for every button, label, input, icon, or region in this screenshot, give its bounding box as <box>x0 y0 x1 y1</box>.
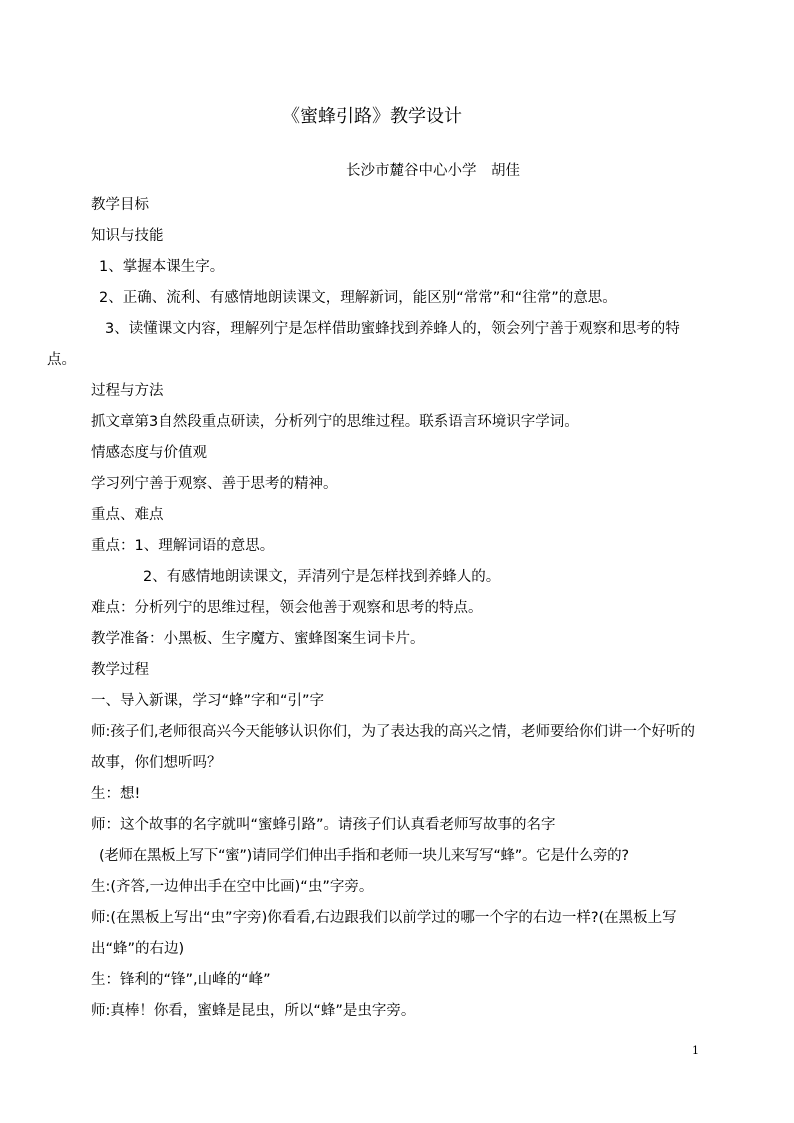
subheading-knowledge-skills: 知识与技能 <box>91 228 164 244</box>
page-number: 1 <box>692 1044 699 1057</box>
process-method-text: 抓文章第3自然段重点研读，分析列宁的思维过程。联系语言环境识字学词。 <box>91 414 579 430</box>
dialogue-teacher-1: 师:孩子们,老师很高兴今天能够认识你们，为了表达我的高兴之情，老师要给你们讲一个好听的故事，你们想听吗？ <box>91 724 695 771</box>
section-1-heading: 一、导入新课，学习“蜂”字和“引”字 <box>91 693 325 709</box>
heading-key-points: 重点、难点 <box>91 507 164 523</box>
heading-teaching-process: 教学过程 <box>91 662 149 678</box>
dialogue-teacher-3: (老师在黑板上写下“蜜”)请同学们伸出手指和老师一块儿来写写“蜂”。它是什么旁的? <box>99 848 629 864</box>
goal-item-1: 1、掌握本课生字。 <box>99 259 225 275</box>
key-point-1: 重点：1、理解词语的意思。 <box>91 538 275 554</box>
key-point-2: 2、有感情地朗读课文，弄清列宁是怎样找到养蜂人的。 <box>143 569 501 585</box>
goal-item-2: 2、正确、流利、有感情地朗读课文，理解新词，能区别“常常”和“往常”的意思。 <box>99 290 617 306</box>
document-body <box>47 190 707 1027</box>
dialogue-teacher-2: 师：这个故事的名字就叫“蜜蜂引路”。请孩子们认真看老师写故事的名字 <box>91 817 556 833</box>
dialogue-student-1: 生：想! <box>91 786 141 802</box>
dialogue-teacher-4: 师:(在黑板上写出“虫”字旁)你看看,右边跟我们以前学过的哪一个字的右边一样?(在黑板上写出“蜂”的右边) <box>91 910 677 957</box>
dialogue-student-3: 生：锋利的“锋”,山峰的“峰” <box>91 972 271 988</box>
goal-item-3: 3、读懂课文内容，理解列宁是怎样借助蜜蜂找到养蜂人的，领会列宁善于观察和思考的特点。 <box>47 321 680 368</box>
dialogue-student-2: 生:(齐答,一边伸出手在空中比画)“虫”字旁。 <box>91 879 374 895</box>
dialogue-teacher-5: 师:真棒！你看，蜜蜂是昆虫，所以“蜂”是虫字旁。 <box>91 1003 416 1019</box>
teaching-preparation: 教学准备：小黑板、生字魔方、蜜蜂图案生词卡片。 <box>91 631 425 647</box>
difficult-point: 难点：分析列宁的思维过程，领会他善于观察和思考的特点。 <box>91 600 483 616</box>
heading-teaching-goals: 教学目标 <box>91 197 149 213</box>
author-line: 长沙市麓谷中心小学 胡佳 <box>346 163 520 179</box>
subheading-emotion-values: 情感态度与价值观 <box>91 445 207 461</box>
subheading-process-method: 过程与方法 <box>91 383 164 399</box>
document-title: 《蜜蜂引路》教学设计 <box>282 106 462 127</box>
emotion-values-text: 学习列宁善于观察、善于思考的精神。 <box>91 476 338 492</box>
